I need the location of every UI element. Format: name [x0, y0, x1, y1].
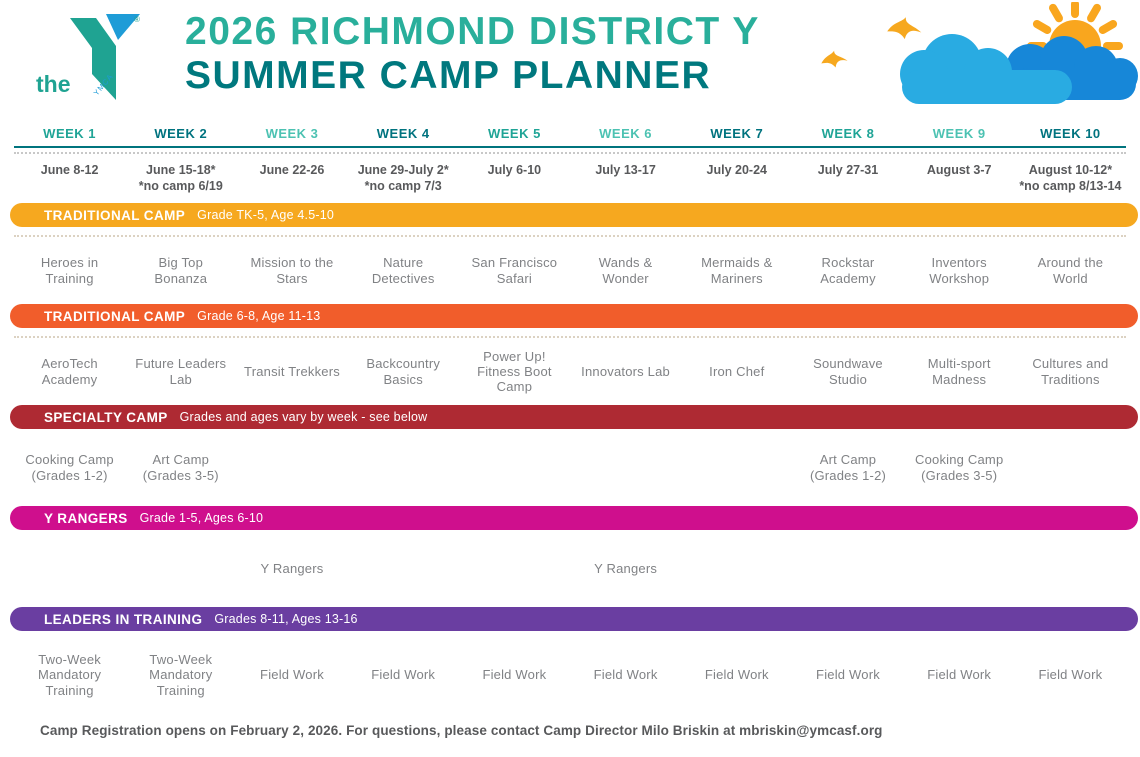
week-dates: July 13-17 [595, 163, 656, 177]
camp-cell: Field Work [704, 667, 769, 683]
camp-cell: Big Top Bonanza [154, 255, 208, 286]
band-traditional-camp-68 [10, 304, 1138, 328]
week-column [570, 126, 681, 141]
sky-decoration [790, 2, 1140, 107]
band-y-rangers [10, 506, 1138, 530]
week-label: WEEK 8 [821, 126, 875, 141]
camp-cell: Inventors Workshop [929, 255, 990, 286]
week-dates: June 29-July 2* [357, 163, 449, 177]
camp-cell: Transit Trekkers [244, 363, 340, 379]
page-header [0, 0, 1140, 112]
camp-cell: Soundwave Studio [813, 356, 883, 387]
week-column [792, 126, 903, 141]
camp-cell: Art Camp (Grades 1-2) [809, 452, 887, 483]
week-column [1015, 126, 1126, 141]
camp-cell: Wands & Wonder [598, 255, 653, 286]
band-details: Grades 8-11, Ages 13-16 [214, 612, 358, 626]
camps-grid-specialty [14, 429, 1126, 506]
camp-cell: Iron Chef [709, 363, 765, 379]
week-label: WEEK 9 [932, 126, 986, 141]
camp-cell: Future Leaders Lab [135, 356, 227, 387]
camp-cell: Multi-sport Madness [927, 356, 991, 387]
week-label: WEEK 7 [710, 126, 764, 141]
title-line-2: SUMMER CAMP PLANNER [185, 54, 712, 97]
week-dates-cell [125, 163, 236, 194]
camps-grid-lit [14, 631, 1126, 719]
camp-cell: Art Camp (Grades 3-5) [142, 452, 219, 483]
dates-row [14, 154, 1126, 203]
camps-grid-traditional-tk5 [14, 237, 1126, 304]
page-title [185, 10, 760, 98]
week-dates: July 20-24 [706, 163, 768, 177]
band-name: LEADERS IN TRAINING [44, 611, 203, 627]
week-label: WEEK 6 [599, 126, 652, 141]
section-traditional-camp-tk5 [0, 203, 1140, 304]
week-dates: June 8-12 [40, 163, 99, 177]
logo-registered-mark: ® [134, 15, 140, 24]
camp-cell: Mission to the Stars [250, 255, 334, 286]
week-dates-cell [681, 163, 792, 179]
camp-cell: Y Rangers [594, 560, 658, 576]
week-dates-cell [14, 163, 125, 179]
week-dates-cell [792, 163, 903, 179]
section-y-rangers [0, 506, 1140, 607]
camp-cell: Nature Detectives [371, 255, 435, 286]
band-leaders-in-training [10, 607, 1138, 631]
logo-ymca-vertical-text: YMCA [91, 71, 116, 98]
week-label: WEEK 2 [154, 126, 208, 141]
week-dates: August 3-7 [926, 163, 992, 177]
camp-cell: Field Work [260, 667, 324, 683]
camps-grid-traditional-68 [14, 338, 1126, 405]
band-name: SPECIALTY CAMP [44, 409, 168, 425]
week-note: *no camp 6/19 [138, 178, 223, 193]
camp-cell: Cooking Camp (Grades 3-5) [915, 452, 1004, 483]
week-note: *no camp 7/3 [364, 178, 442, 193]
camp-cell: Power Up! Fitness Boot Camp [477, 348, 552, 395]
week-label: WEEK 5 [487, 126, 541, 141]
week-dates-cell [348, 163, 459, 194]
camp-cell: Field Work [1038, 667, 1103, 683]
week-dates: June 22-26 [259, 163, 325, 177]
logo-y-teal-arm [70, 18, 116, 100]
ymca-logo [30, 12, 142, 106]
camp-cell: Two-Week Mandatory Training [149, 652, 213, 698]
title-line-1: 2026 RICHMOND DISTRICT Y [185, 10, 760, 53]
section-traditional-camp-68 [0, 304, 1140, 405]
week-column [459, 126, 570, 141]
camp-cell: Heroes in Training [40, 255, 99, 286]
band-traditional-camp-tk5 [10, 203, 1138, 227]
week-dates: June 15-18* [146, 163, 216, 177]
week-label: WEEK 10 [1040, 126, 1101, 141]
camp-cell: Cooking Camp (Grades 1-2) [25, 452, 114, 483]
week-dates-cell [236, 163, 347, 179]
camp-cell: Rockstar Academy [820, 255, 876, 286]
band-name: Y RANGERS [44, 510, 128, 526]
week-label: WEEK 4 [376, 126, 430, 141]
camp-cell: Mermaids & Mariners [701, 255, 773, 286]
camp-cell: Field Work [593, 667, 658, 683]
camp-cell: Field Work [482, 667, 547, 683]
week-label: WEEK 1 [43, 126, 97, 141]
band-details: Grades and ages vary by week - see below [179, 410, 428, 424]
camp-cell: Around the World [1037, 255, 1104, 286]
camp-cell: Field Work [816, 667, 880, 683]
week-note: *no camp 8/13-14 [1019, 178, 1122, 193]
weeks-row [14, 126, 1126, 141]
camp-cell: San Francisco Safari [471, 255, 558, 286]
week-label: WEEK 3 [265, 126, 319, 141]
week-column [348, 126, 459, 141]
section-leaders-in-training [0, 607, 1140, 719]
logo-the-text: the [36, 71, 71, 97]
camp-cell: Backcountry Basics [366, 356, 441, 387]
camp-cell: Cultures and Traditions [1032, 356, 1109, 387]
week-dates: July 6-10 [487, 163, 542, 177]
week-dates-cell [570, 163, 681, 179]
camp-cell: AeroTech Academy [41, 356, 98, 387]
week-column [681, 126, 792, 141]
week-dates: August 10-12* [1028, 163, 1113, 177]
band-name: TRADITIONAL CAMP [44, 308, 186, 324]
week-header-rule [14, 146, 1126, 148]
band-name: TRADITIONAL CAMP [44, 207, 186, 223]
week-dates-cell [904, 163, 1015, 179]
band-details: Grade 6-8, Age 11-13 [197, 309, 321, 323]
week-column [236, 126, 347, 141]
week-column [125, 126, 236, 141]
week-dates: July 27-31 [817, 163, 879, 177]
camp-cell: Two-Week Mandatory Training [37, 652, 102, 698]
week-column [904, 126, 1015, 141]
camp-cell: Field Work [927, 667, 992, 683]
band-specialty-camp [10, 405, 1138, 429]
section-specialty-camp [0, 405, 1140, 506]
week-dates-cell [1015, 163, 1126, 194]
camp-cell: Field Work [371, 667, 436, 683]
footer-registration-note: Camp Registration opens on February 2, 2026. For questions, please contact Camp Director Milo Briskin at mbriskin@ymcasf.org [40, 723, 883, 738]
week-dates-cell [459, 163, 570, 179]
week-column [14, 126, 125, 141]
camps-grid-y-rangers [14, 530, 1126, 607]
band-details: Grade TK-5, Age 4.5-10 [197, 208, 335, 222]
band-details: Grade 1-5, Ages 6-10 [139, 511, 264, 525]
camp-cell: Y Rangers [260, 560, 324, 576]
camp-cell: Innovators Lab [581, 363, 670, 379]
